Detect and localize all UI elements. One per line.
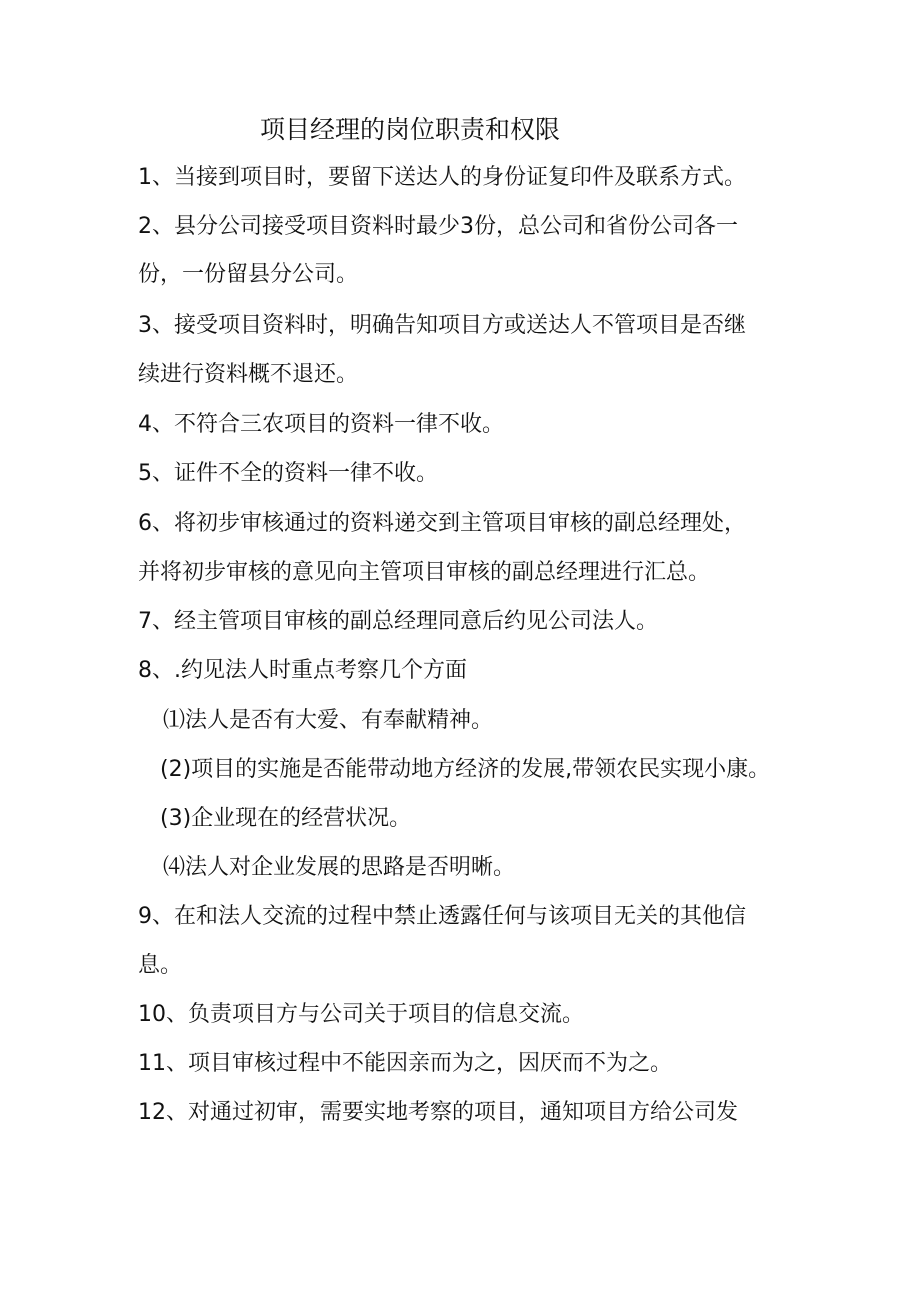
paragraph-line-7: 7、经主管项目审核的副总经理同意后约见公司法人。 <box>138 609 658 634</box>
sub-item-4: ⑷法人对企业发展的思路是否明晰。 <box>163 855 516 880</box>
paragraph-line-10: 10、负责项目方与公司关于项目的信息交流。 <box>138 1002 584 1027</box>
document-title: 项目经理的岗位职责和权限 <box>259 115 560 144</box>
sub-item-1: ⑴法人是否有大爱、有奉献精神。 <box>163 708 494 733</box>
paragraph-line-9b: 息。 <box>138 953 183 978</box>
paragraph-line-11: 11、项目审核过程中不能因亲而为之，因厌而不为之。 <box>138 1051 672 1076</box>
paragraph-line-9a: 9、在和法人交流的过程中禁止透露任何与该项目无关的其他信 <box>138 904 746 929</box>
paragraph-line-12: 12、对通过初审，需要实地考察的项目，通知项目方给公司发 <box>138 1100 738 1125</box>
paragraph-line-6a: 6、将初步审核通过的资料递交到主管项目审核的副总经理处， <box>138 511 746 536</box>
paragraph-line-4: 4、不符合三农项目的资料一律不收。 <box>138 412 504 437</box>
sub-item-3: (3)企业现在的经营状况。 <box>160 806 412 831</box>
paragraph-line-6b: 并将初步审核的意见向主管项目审核的副总经理进行汇总。 <box>138 560 711 585</box>
paragraph-line-2a: 2、县分公司接受项目资料时最少3份，总公司和省份公司各一 <box>138 214 738 239</box>
sub-item-2: (2)项目的实施是否能带动地方经济的发展,带领农民实现小康。 <box>160 757 771 782</box>
paragraph-line-8: 8、.约见法人时重点考察几个方面 <box>138 658 467 683</box>
paragraph-line-3a: 3、接受项目资料时，明确告知项目方或送达人不管项目是否继 <box>138 313 746 338</box>
paragraph-line-1: 1、当接到项目时，要留下送达人的身份证复印件及联系方式。 <box>138 165 746 190</box>
paragraph-line-2b: 份，一份留县分公司。 <box>138 262 359 287</box>
paragraph-line-3b: 续进行资料概不退还。 <box>138 362 359 387</box>
paragraph-line-5: 5、证件不全的资料一律不收。 <box>138 461 438 486</box>
